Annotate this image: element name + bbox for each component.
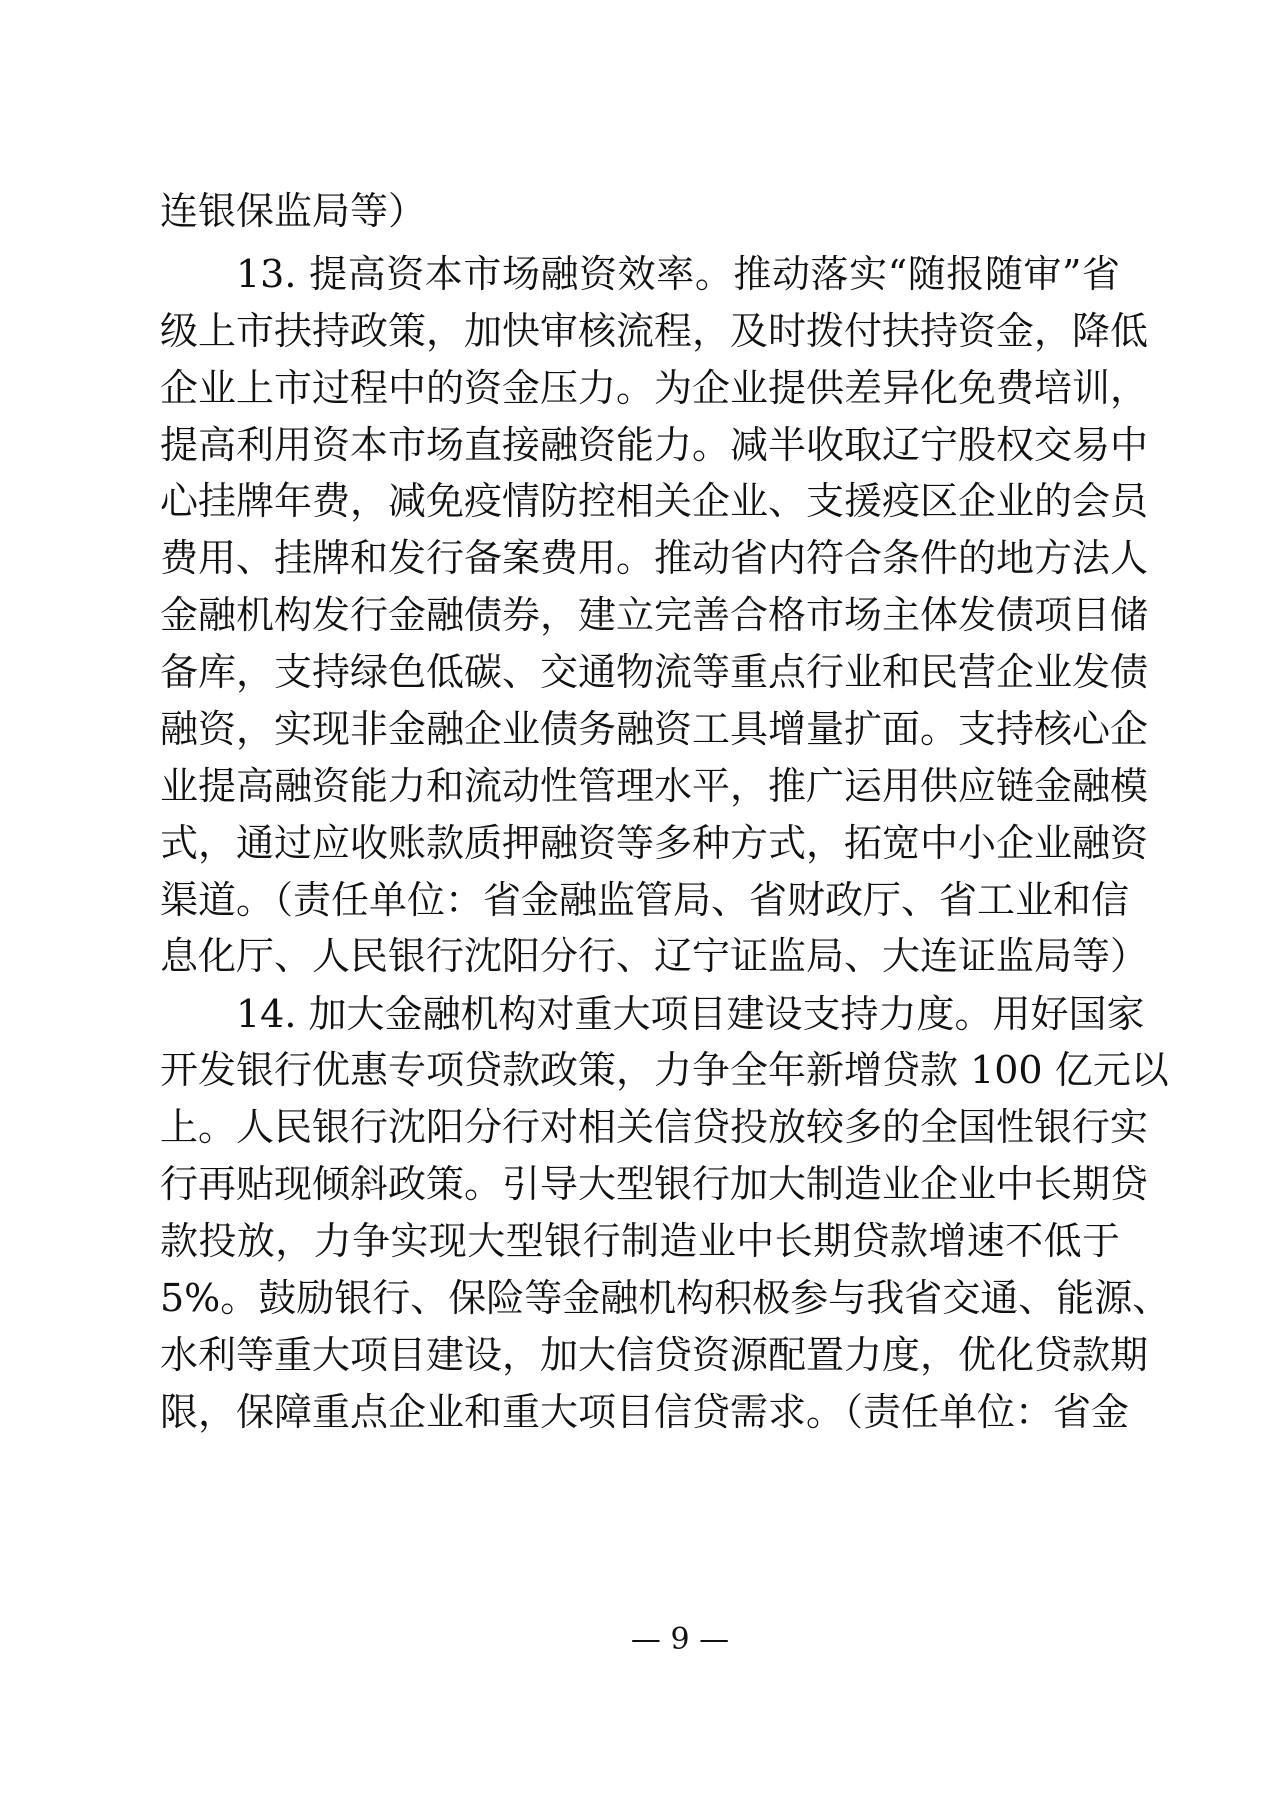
text-line-14: 息化厅、人民银行沈阳分行、辽宁证监局、大连证监局等） <box>160 934 1149 978</box>
text-line-15: 14. 加大金融机构对重大项目建设支持力度。用好国家 <box>236 992 1145 1036</box>
text-line-16: 开发银行优惠专项贷款政策，力争全年新增贷款 100 亿元以 <box>160 1048 1169 1092</box>
text-line-21: 水利等重大项目建设，加大信贷资源配置力度，优化贷款期 <box>160 1333 1149 1377</box>
text-line-11: 业提高融资能力和流动性管理水平，推广运用供应链金融模 <box>160 764 1149 808</box>
text-line-5: 提高利用资本市场直接融资能力。减半收取辽宁股权交易中 <box>160 423 1149 467</box>
text-line-17: 上。人民银行沈阳分行对相关信贷投放较多的全国性银行实 <box>160 1105 1149 1149</box>
text-line-20: 5%。鼓励银行、保险等金融机构积极参与我省交通、能源、 <box>160 1276 1171 1320</box>
text-line-22: 限，保障重点企业和重大项目信贷需求。（责任单位：省金 <box>160 1390 1130 1434</box>
text-line-19: 款投放，力争实现大型银行制造业中长期贷款增速不低于 <box>160 1219 1120 1263</box>
text-line-12: 式，通过应收账款质押融资等多种方式，拓宽中小企业融资 <box>160 821 1149 865</box>
text-line-4: 企业上市过程中的资金压力。为企业提供差异化免费培训， <box>160 366 1149 410</box>
page-number: — 9 — <box>630 1622 730 1657</box>
text-line-1: 连银保监局等） <box>160 189 427 233</box>
text-line-3: 级上市扶持政策，加快审核流程，及时拨付扶持资金，降低 <box>160 309 1149 353</box>
text-line-7: 费用、挂牌和发行备案费用。推动省内符合条件的地方法人 <box>160 536 1149 580</box>
text-line-18: 行再贴现倾斜政策。引导大型银行加大制造业企业中长期贷 <box>160 1162 1149 1206</box>
text-line-9: 备库，支持绿色低碳、交通物流等重点行业和民营企业发债 <box>160 650 1149 694</box>
text-line-13: 渠道。（责任单位：省金融监管局、省财政厅、省工业和信 <box>160 878 1130 922</box>
text-line-8: 金融机构发行金融债券，建立完善合格市场主体发债项目储 <box>160 593 1149 637</box>
text-line-2: 13. 提高资本市场融资效率。推动落实“随报随审”省 <box>236 252 1120 296</box>
text-line-6: 心挂牌年费，减免疫情防控相关企业、支援疫区企业的会员 <box>160 479 1149 523</box>
text-line-10: 融资，实现非金融企业债务融资工具增量扩面。支持核心企 <box>160 707 1149 751</box>
